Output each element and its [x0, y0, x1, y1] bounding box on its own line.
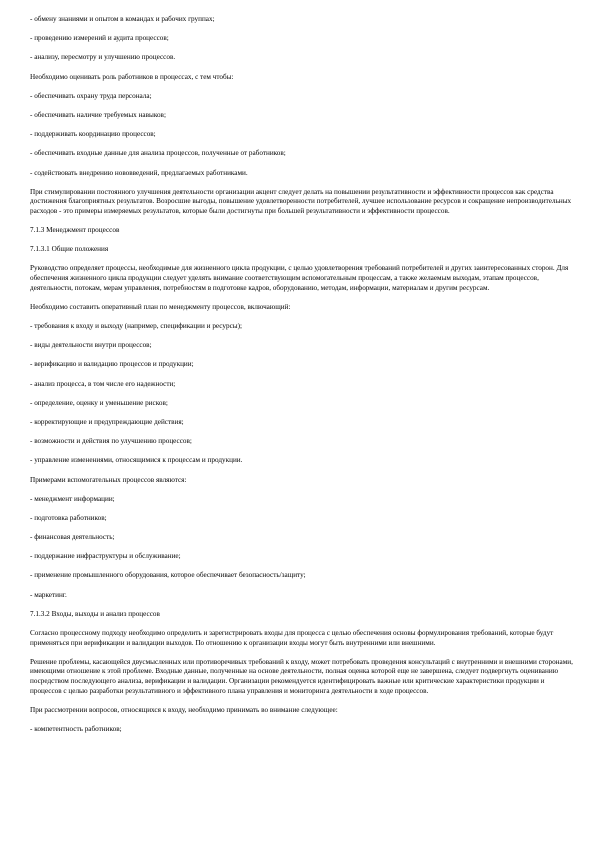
paragraph: При стимулировании постоянного улучшения деятельности организации акцент следует делать на повышении результативности и эффективности процессов как средства достижения благоприятных результатов. Возросшие выгоды, повышение удовлетворенности потребителей, лучшее использование ресурсов и сокращение непроизводительных расходов - это примеры измеряемых результатов, которые были достигнуты при большей результативности и эффективности процессов.	[30, 187, 572, 215]
list-item: - обеспечивать входные данные для анализа процессов, полученные от работников;	[30, 149, 286, 158]
list-item: - обеспечивать наличие требуемых навыков;	[30, 110, 166, 119]
list-item: - содействовать внедрению нововведений, предлагаемых работниками.	[30, 168, 248, 177]
subsection-heading: 7.1.3.1 Общие положения	[30, 245, 109, 254]
list-item: - верификацию и валидацию процессов и продукции;	[30, 360, 194, 369]
list-item: - анализу, пересмотру и улучшению процессов.	[30, 53, 176, 62]
list-item: - требования к входу и выходу (например, спецификации и ресурсы);	[30, 322, 242, 330]
list-item: - обеспечивать охрану труда персонала;	[30, 91, 152, 100]
subsection-heading: 7.1.3.2 Входы, выходы и анализ процессов	[30, 609, 160, 618]
list-item: - подготовка работников;	[30, 513, 107, 522]
paragraph: Согласно процессному подходу необходимо определить и зарегистрировать входы для процесса с целью обеспечения основы формулирования требований, которые будут применяться при верификации и валидации выходов. По отношению к организации входы могут быть внутренними или внешними.	[30, 629, 554, 647]
list-item: - управление изменениями, относящимися к процессам и продукции.	[30, 456, 243, 465]
list-item: - финансовая деятельность;	[30, 533, 115, 542]
list-item: - определение, оценку и уменьшение рисков;	[30, 398, 168, 407]
list-item: - поддержание инфраструктуры и обслуживание;	[30, 552, 181, 561]
paragraph: Необходимо оценивать роль работников в процессах, с тем чтобы:	[30, 72, 234, 81]
section-heading: 7.1.3 Менеджмент процессов	[30, 226, 120, 235]
paragraph: Примерами вспомогательных процессов являются:	[30, 475, 187, 484]
list-item: - анализ процесса, в том числе его надежности;	[30, 379, 176, 388]
list-item: - проведению измерений и аудита процессов;	[30, 34, 169, 43]
list-item: - виды деятельности внутри процессов;	[30, 341, 152, 350]
paragraph: Необходимо составить оперативный план по менеджменту процессов, включающий:	[30, 302, 291, 311]
list-item: - возможности и действия по улучшению процессов;	[30, 437, 192, 446]
list-item: - менеджмент информации;	[30, 494, 115, 503]
paragraph: При рассмотрении вопросов, относящихся к входу, необходимо принимать во внимание следующее:	[30, 705, 338, 714]
paragraph: Руководство определяет процессы, необходимые для жизненного цикла продукции, с целью удовлетворения требований потребителей и других заинтересованных сторон. Для обеспечения жизненного цикла продукции следует уделять внимание соответствующим вспомогательным процессам, а также желаемым выходам, этапам процессов, деятельности, потокам, мерам управления, потребностям в подготовке кадров, оборудованию, методам, информации, материалам и другим ресурсам.	[30, 264, 569, 292]
paragraph: Решение проблемы, касающейся двусмысленных или противоречивых требований к входу, может потребовать проведения консультаций с внутренними и внешними сторонами, имеющими отношение к этой проблеме. Входные данные, полученные на основе деятельности, полная оценка которой еще не завершена, следует подвергнуть оцениванию посредством последующего анализа, верификации и валидации. Организации рекомендуется идентифицировать важные или критические характеристики продукции и процессов с целью разработки результативного и эффективного плана управления и мониторинга деятельности в ходе процессов.	[30, 657, 573, 695]
list-item: - применение промышленного оборудования, которое обеспечивает безопасность/защиту;	[30, 571, 306, 580]
list-item: - обмену знаниями и опытом в командах и рабочих группах;	[30, 15, 215, 23]
list-item: - поддерживать координацию процессов;	[30, 130, 156, 139]
list-item: - маркетинг.	[30, 590, 67, 599]
list-item: - корректирующие и предупреждающие действия;	[30, 417, 184, 426]
list-item: - компетентность работников;	[30, 724, 122, 733]
